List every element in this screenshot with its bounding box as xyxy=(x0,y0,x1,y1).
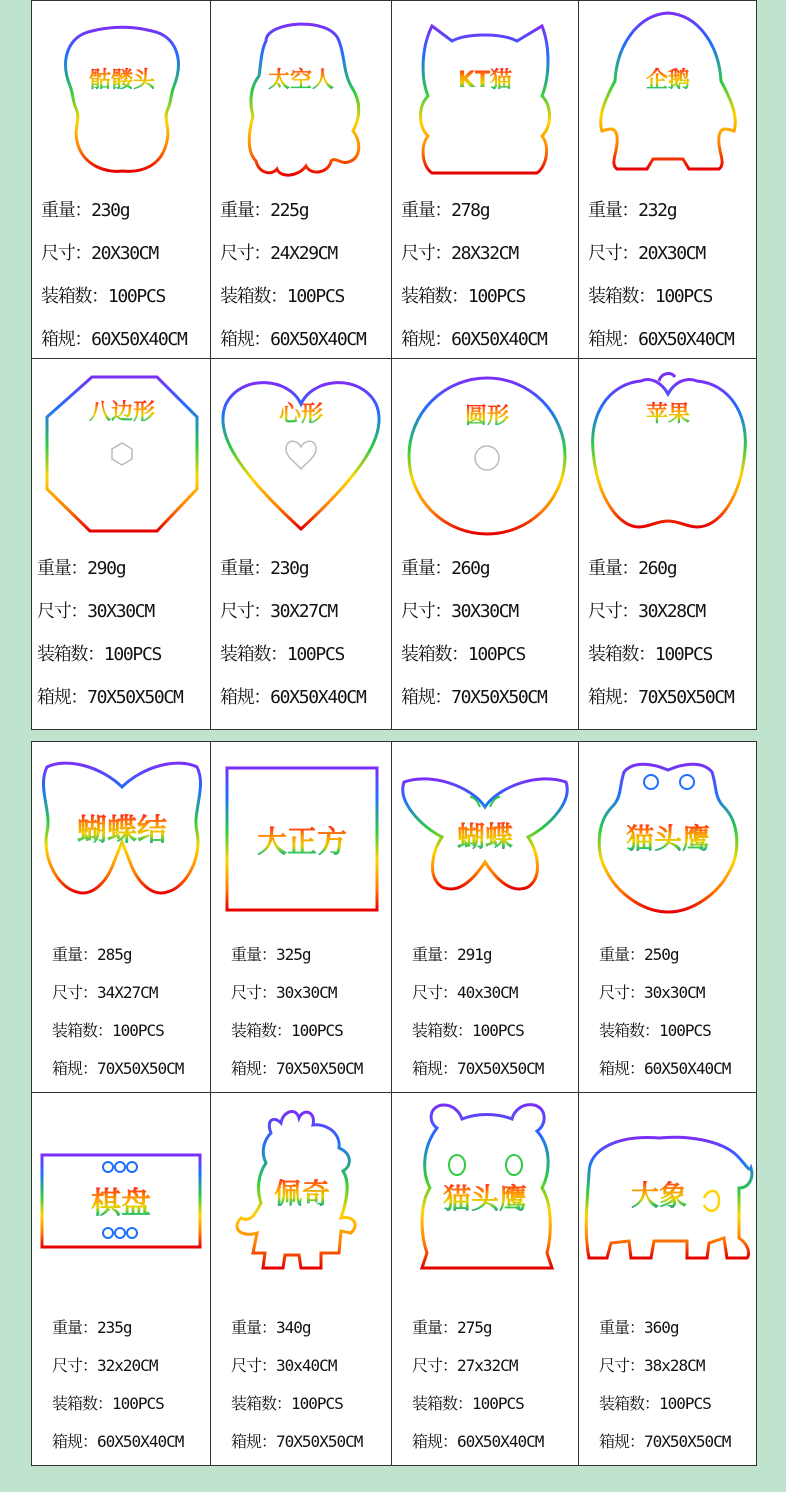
product-card xyxy=(579,1093,757,1466)
product-name: KT猫 xyxy=(457,68,513,93)
qty-label: 装箱数： xyxy=(231,1394,292,1413)
weight-value: 278g xyxy=(451,200,490,221)
qty-value: 100PCS xyxy=(472,1021,524,1040)
spec-list xyxy=(41,189,210,359)
qty-value: 100PCS xyxy=(467,286,526,307)
box-value: 70X50X50CM xyxy=(87,687,183,708)
bear-outline-icon xyxy=(392,1093,578,1293)
box-label: 箱规： xyxy=(588,329,639,350)
butterfly-outline-icon xyxy=(392,742,578,922)
box-value: 60X50X40CM xyxy=(91,329,187,350)
spec-list xyxy=(599,936,756,1088)
spec-list xyxy=(599,1309,756,1461)
qty-label: 装箱数： xyxy=(231,1021,292,1040)
owl-outline-icon xyxy=(579,742,756,922)
size-label: 尺寸： xyxy=(37,601,88,622)
size-value: 30X30CM xyxy=(451,601,518,622)
product-card xyxy=(211,1093,392,1466)
spec-list xyxy=(220,547,391,719)
size-value: 20X30CM xyxy=(91,243,158,264)
product-name: 蝴蝶 xyxy=(456,820,514,853)
product-name: 骷髅头 xyxy=(88,68,156,93)
weight-label: 重量： xyxy=(401,200,452,221)
qty-label: 装箱数： xyxy=(401,286,468,307)
octagon-outline-icon xyxy=(32,359,210,544)
qty-label: 装箱数： xyxy=(588,644,655,665)
weight-label: 重量： xyxy=(412,1318,458,1337)
size-label: 尺寸： xyxy=(588,601,639,622)
weight-value: 260g xyxy=(451,558,490,579)
box-value: 70X50X50CM xyxy=(638,687,734,708)
size-label: 尺寸： xyxy=(412,983,458,1002)
size-label: 尺寸： xyxy=(599,983,645,1002)
size-label: 尺寸： xyxy=(231,1356,277,1375)
size-value: 27x32CM xyxy=(457,1356,518,1375)
weight-value: 360g xyxy=(644,1318,679,1337)
size-label: 尺寸： xyxy=(412,1356,458,1375)
weight-label: 重量： xyxy=(588,558,639,579)
size-value: 28X32CM xyxy=(451,243,518,264)
product-card xyxy=(392,741,579,1093)
box-value: 70X50X50CM xyxy=(276,1432,363,1451)
qty-value: 100PCS xyxy=(467,644,526,665)
size-value: 30x30CM xyxy=(644,983,705,1002)
box-label: 箱规： xyxy=(231,1432,277,1451)
spec-list xyxy=(401,189,578,359)
qty-label: 装箱数： xyxy=(220,286,287,307)
bow-outline-icon xyxy=(32,742,210,922)
weight-label: 重量： xyxy=(52,945,98,964)
size-value: 38x28CM xyxy=(644,1356,705,1375)
qty-label: 装箱数： xyxy=(52,1021,113,1040)
qty-value: 100PCS xyxy=(654,286,713,307)
product-name: 太空人 xyxy=(267,68,335,93)
size-label: 尺寸： xyxy=(41,243,92,264)
spec-list xyxy=(52,1309,210,1461)
chessboard-outline-icon xyxy=(32,1093,210,1283)
product-name: 佩奇 xyxy=(273,1177,331,1210)
weight-label: 重量： xyxy=(231,1318,277,1337)
box-value: 60X50X40CM xyxy=(457,1432,544,1451)
spec-list xyxy=(37,547,210,719)
box-value: 70X50X50CM xyxy=(276,1059,363,1078)
size-value: 30X28CM xyxy=(638,601,705,622)
size-value: 30X27CM xyxy=(270,601,337,622)
spec-list xyxy=(588,189,756,359)
product-panel-1 xyxy=(31,0,757,730)
box-label: 箱规： xyxy=(588,687,639,708)
box-label: 箱规： xyxy=(41,329,92,350)
product-card xyxy=(392,359,579,730)
qty-value: 100PCS xyxy=(291,1394,343,1413)
qty-label: 装箱数： xyxy=(599,1394,660,1413)
weight-label: 重量： xyxy=(401,558,452,579)
size-value: 30x40CM xyxy=(276,1356,337,1375)
qty-value: 100PCS xyxy=(291,1021,343,1040)
weight-value: 225g xyxy=(270,200,309,221)
qty-value: 100PCS xyxy=(659,1394,711,1413)
box-label: 箱规： xyxy=(412,1059,458,1078)
product-card xyxy=(579,741,757,1093)
box-label: 箱规： xyxy=(401,687,452,708)
qty-value: 100PCS xyxy=(472,1394,524,1413)
weight-value: 260g xyxy=(638,558,677,579)
box-value: 60X50X40CM xyxy=(451,329,547,350)
weight-value: 235g xyxy=(97,1318,132,1337)
product-card xyxy=(392,0,579,359)
spec-list xyxy=(220,189,391,359)
spec-list xyxy=(412,1309,578,1461)
product-card xyxy=(31,741,211,1093)
weight-value: 340g xyxy=(276,1318,311,1337)
spec-list xyxy=(231,1309,391,1461)
size-value: 32x20CM xyxy=(97,1356,158,1375)
box-label: 箱规： xyxy=(52,1432,98,1451)
product-card xyxy=(31,0,211,359)
box-label: 箱规： xyxy=(401,329,452,350)
box-label: 箱规： xyxy=(231,1059,277,1078)
box-label: 箱规： xyxy=(37,687,88,708)
weight-label: 重量： xyxy=(412,945,458,964)
spec-list xyxy=(52,936,210,1088)
spec-list xyxy=(231,936,391,1088)
weight-label: 重量： xyxy=(599,945,645,964)
spec-list xyxy=(412,936,578,1088)
size-label: 尺寸： xyxy=(52,983,98,1002)
heart-outline-icon xyxy=(211,359,391,544)
box-label: 箱规： xyxy=(220,687,271,708)
product-card xyxy=(579,359,757,730)
product-card xyxy=(392,1093,579,1466)
product-name: 蝴蝶结 xyxy=(77,813,167,848)
square-outline-icon xyxy=(211,742,391,922)
size-value: 30x30CM xyxy=(276,983,337,1002)
size-label: 尺寸： xyxy=(588,243,639,264)
size-label: 尺寸： xyxy=(220,243,271,264)
weight-label: 重量： xyxy=(37,558,88,579)
qty-value: 100PCS xyxy=(103,644,162,665)
astronaut-outline-icon xyxy=(211,1,391,186)
product-card xyxy=(211,0,392,359)
box-value: 60X50X40CM xyxy=(644,1059,731,1078)
qty-value: 100PCS xyxy=(286,286,345,307)
peppa-outline-icon xyxy=(211,1093,391,1293)
product-panel-2 xyxy=(31,741,757,1466)
product-name: 苹果 xyxy=(645,402,691,427)
qty-value: 100PCS xyxy=(654,644,713,665)
box-value: 60X50X40CM xyxy=(270,687,366,708)
size-label: 尺寸： xyxy=(231,983,277,1002)
box-label: 箱规： xyxy=(412,1432,458,1451)
size-label: 尺寸： xyxy=(52,1356,98,1375)
qty-label: 装箱数： xyxy=(37,644,104,665)
weight-value: 291g xyxy=(457,945,492,964)
box-value: 70X50X50CM xyxy=(451,687,547,708)
size-value: 34X27CM xyxy=(97,983,158,1002)
box-label: 箱规： xyxy=(599,1432,645,1451)
weight-value: 232g xyxy=(638,200,677,221)
box-value: 70X50X50CM xyxy=(457,1059,544,1078)
box-value: 60X50X40CM xyxy=(270,329,366,350)
spec-list xyxy=(588,547,756,719)
circle-outline-icon xyxy=(392,359,578,544)
weight-label: 重量： xyxy=(220,200,271,221)
size-value: 30X30CM xyxy=(87,601,154,622)
size-label: 尺寸： xyxy=(599,1356,645,1375)
product-name: 企鹅 xyxy=(645,68,691,93)
weight-value: 275g xyxy=(457,1318,492,1337)
size-label: 尺寸： xyxy=(401,601,452,622)
qty-value: 100PCS xyxy=(286,644,345,665)
weight-value: 250g xyxy=(644,945,679,964)
product-name: 心形 xyxy=(278,402,324,427)
product-card xyxy=(579,0,757,359)
qty-label: 装箱数： xyxy=(412,1021,473,1040)
weight-label: 重量： xyxy=(220,558,271,579)
box-value: 60X50X40CM xyxy=(638,329,734,350)
weight-label: 重量： xyxy=(231,945,277,964)
qty-label: 装箱数： xyxy=(599,1021,660,1040)
weight-value: 290g xyxy=(87,558,126,579)
apple-outline-icon xyxy=(579,359,756,544)
product-name: 大象 xyxy=(630,1179,688,1212)
weight-value: 230g xyxy=(270,558,309,579)
qty-value: 100PCS xyxy=(112,1394,164,1413)
qty-label: 装箱数： xyxy=(588,286,655,307)
qty-label: 装箱数： xyxy=(412,1394,473,1413)
box-label: 箱规： xyxy=(220,329,271,350)
qty-label: 装箱数： xyxy=(220,644,287,665)
size-value: 40x30CM xyxy=(457,983,518,1002)
product-card xyxy=(211,359,392,730)
kitty-outline-icon xyxy=(392,1,578,186)
product-card xyxy=(31,1093,211,1466)
product-card xyxy=(31,359,211,730)
spec-list xyxy=(401,547,578,719)
product-name: 大正方 xyxy=(257,825,347,860)
weight-label: 重量： xyxy=(588,200,639,221)
box-value: 70X50X50CM xyxy=(644,1432,731,1451)
qty-label: 装箱数： xyxy=(52,1394,113,1413)
weight-value: 285g xyxy=(97,945,132,964)
skull-outline-icon xyxy=(32,1,210,186)
qty-label: 装箱数： xyxy=(401,644,468,665)
qty-label: 装箱数： xyxy=(41,286,108,307)
size-value: 24X29CM xyxy=(270,243,337,264)
weight-value: 230g xyxy=(91,200,130,221)
product-name: 猫头鹰 xyxy=(625,822,711,855)
size-label: 尺寸： xyxy=(401,243,452,264)
box-value: 70X50X50CM xyxy=(97,1059,184,1078)
penguin-outline-icon xyxy=(579,1,756,186)
box-label: 箱规： xyxy=(52,1059,98,1078)
box-label: 箱规： xyxy=(599,1059,645,1078)
qty-value: 100PCS xyxy=(112,1021,164,1040)
elephant-outline-icon xyxy=(579,1093,756,1293)
product-name: 圆形 xyxy=(464,404,510,429)
qty-value: 100PCS xyxy=(659,1021,711,1040)
size-label: 尺寸： xyxy=(220,601,271,622)
product-card xyxy=(211,741,392,1093)
weight-label: 重量： xyxy=(599,1318,645,1337)
weight-value: 325g xyxy=(276,945,311,964)
box-value: 60X50X40CM xyxy=(97,1432,184,1451)
qty-value: 100PCS xyxy=(107,286,166,307)
size-value: 20X30CM xyxy=(638,243,705,264)
weight-label: 重量： xyxy=(41,200,92,221)
product-name: 猫头鹰 xyxy=(442,1182,528,1215)
product-name: 棋盘 xyxy=(91,1186,151,1221)
product-name: 八边形 xyxy=(88,400,156,425)
weight-label: 重量： xyxy=(52,1318,98,1337)
